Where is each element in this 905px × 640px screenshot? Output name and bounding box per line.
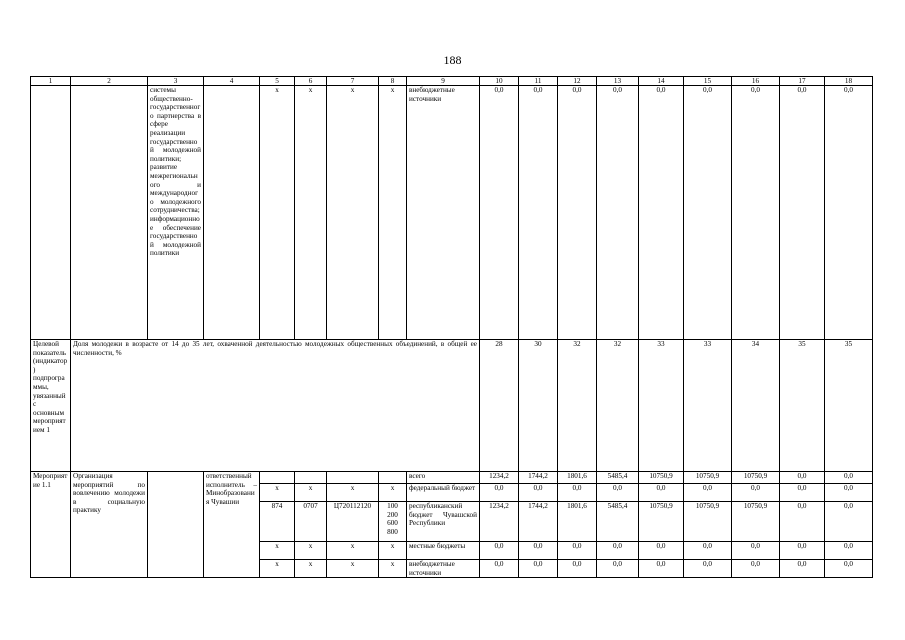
event-executor: ответственный исполнитель – Минобразования Чувашии bbox=[204, 472, 260, 578]
header-cell: 18 bbox=[825, 77, 873, 86]
table-row: x x x x местные бюджеты 0,0 0,0 0,0 0,0 0,0 0,0 0,0 0,0 0,0 bbox=[31, 542, 873, 560]
table-row: системы общественно-государственного партнерства в сфере реализации государственной молодежной политики; развитие межрегионального и международного молодежного сотрудничества; информационное обеспечение государственной молодежной политики x x x x внебюджетные источники 0,0 0,0 0,0 0,0 0,0 0,0 0,0 0,0 0,0 bbox=[31, 86, 873, 340]
target-label: Целевой показатель (индикатор) подпрограммы, увязанный с основным мероприятием 1 bbox=[31, 340, 71, 472]
funding-source: всего bbox=[407, 472, 480, 484]
header-cell: 8 bbox=[379, 77, 407, 86]
table-row: x x x x федеральный бюджет 0,0 0,0 0,0 0,0 0,0 0,0 0,0 0,0 0,0 bbox=[31, 484, 873, 502]
activity-description: системы общественно-государственного партнерства в сфере реализации государственной молодежной политики; развитие межрегионального и международного молодежного сотрудничества; информационное обеспечение государственной молодежной политики bbox=[148, 86, 204, 340]
header-cell: 10 bbox=[480, 77, 519, 86]
table-row: 874 0707 Ц720112120 100 200 600 800 республиканский бюджет Чувашской Республики 1234,2 1744,2 1801,6 5485,4 10750,9 10750,9 10750,9 0,0 0,0 bbox=[31, 502, 873, 542]
header-cell: 17 bbox=[780, 77, 825, 86]
header-cell: 4 bbox=[204, 77, 260, 86]
header-cell: 3 bbox=[148, 77, 204, 86]
event-name: Организация мероприятий по вовлечению молодежи в социальную практику bbox=[71, 472, 148, 578]
header-row bbox=[31, 77, 873, 86]
header-cell: 7 bbox=[327, 77, 379, 86]
header-cell: 1 bbox=[31, 77, 71, 86]
event-label: Мероприятие 1.1 bbox=[31, 472, 71, 578]
funding-source: внебюджетные источники bbox=[407, 86, 480, 340]
funding-source: республиканский бюджет Чувашской Республики bbox=[407, 502, 480, 542]
funding-source: местные бюджеты bbox=[407, 542, 480, 560]
header-cell: 15 bbox=[684, 77, 732, 86]
funding-source: федеральный бюджет bbox=[407, 484, 480, 502]
table-row: x x x x внебюджетные источники 0,0 0,0 0,0 0,0 0,0 0,0 0,0 0,0 0,0 bbox=[31, 560, 873, 578]
header-cell: 16 bbox=[732, 77, 780, 86]
header-cell: 11 bbox=[519, 77, 558, 86]
program-table bbox=[30, 76, 873, 578]
header-cell: 14 bbox=[639, 77, 684, 86]
header-cell: 13 bbox=[597, 77, 639, 86]
table-row: Целевой показатель (индикатор) подпрограммы, увязанный с основным мероприятием 1 Доля молодежи в возрасте от 14 до 35 лет, охваченной деятельностью молодежных общественных объединений, в общей ее численности, % 28 30 32 32 33 33 34 35 35 bbox=[31, 340, 873, 472]
target-text: Доля молодежи в возрасте от 14 до 35 лет, охваченной деятельностью молодежных общественных объединений, в общей ее численности, % bbox=[71, 340, 480, 472]
page-number: 188 bbox=[443, 53, 462, 67]
header-cell: 6 bbox=[295, 77, 327, 86]
header-cell: 5 bbox=[260, 77, 295, 86]
header-cell: 2 bbox=[71, 77, 148, 86]
header-cell: 12 bbox=[558, 77, 597, 86]
funding-source: внебюджетные источники bbox=[407, 560, 480, 578]
table-row: Мероприятие 1.1 Организация мероприятий по вовлечению молодежи в социальную практику ответственный исполнитель – Минобразования Чувашии всего 1234,2 1744,2 1801,6 5485,4 10750,9 10750,9 10750,9 0,0 0,0 bbox=[31, 472, 873, 484]
header-cell: 9 bbox=[407, 77, 480, 86]
